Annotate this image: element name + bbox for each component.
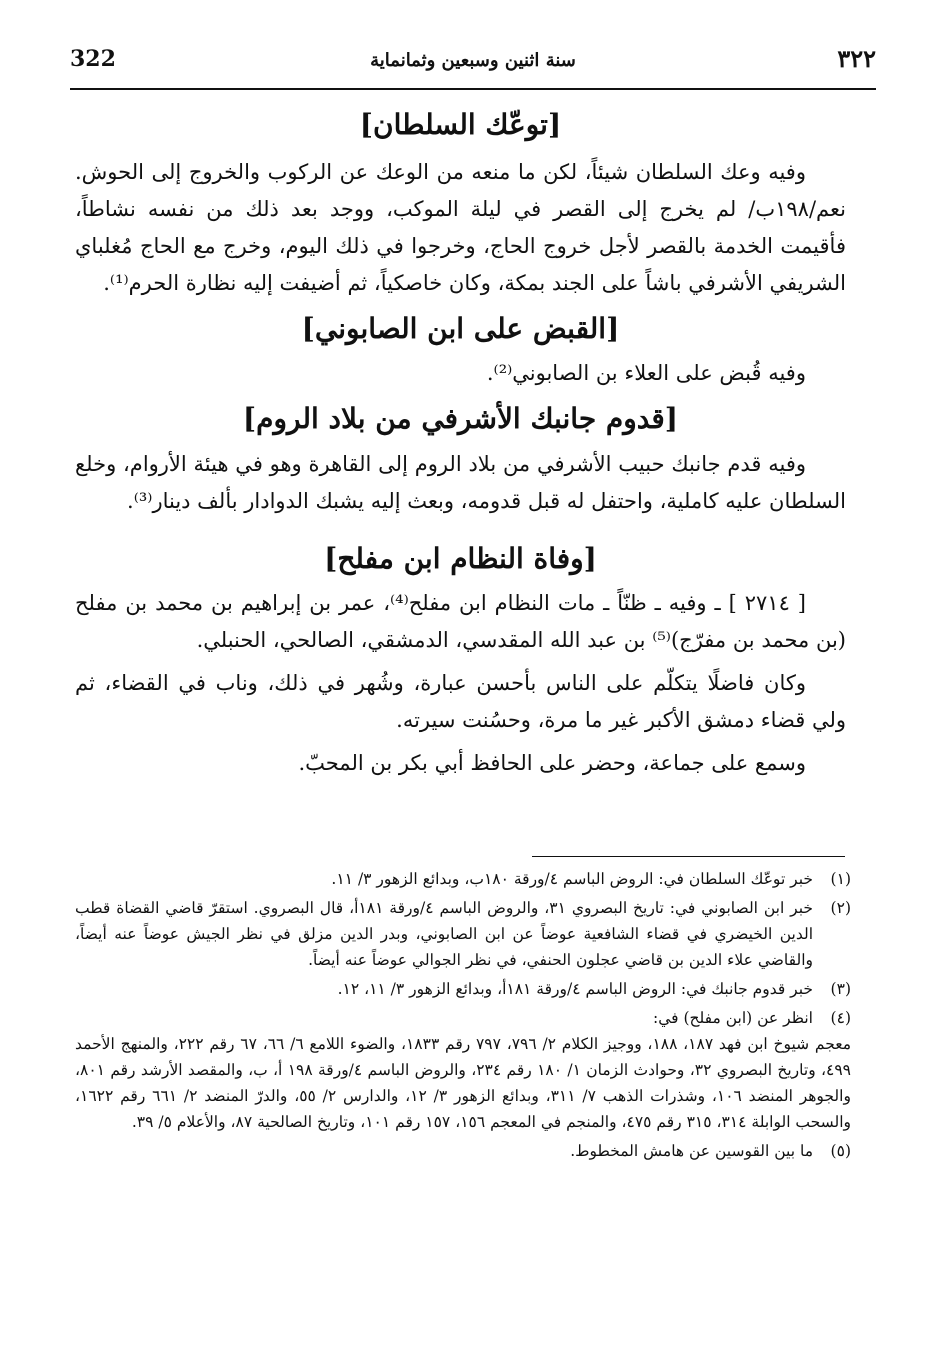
paragraph-sultan-illness: وفيه وعك السلطان شيئاً، لكن ما منعه من الوعك عن الركوب والخروج إلى الحوش. نعم/١٩٨ب/ لم يخرج إلى القصر في ليلة الموكب، ووجد بعد ذلك من نفسه نشاطاً، فأقيمت الخدمة بالقصر لأجل خروج الحاج، وخرجوا في ذلك اليوم، وخرج مع الحاج مُغلباي الشريفي الأشرفي باشاً على الجند بمكة، وكان خاصكياً، ثم أضيفت إليه نظارة الحرم⁽¹⁾. <box>75 159 846 295</box>
paragraph-death-study: وسمع على جماعة، وحضر على الحافظ أبي بكر بن المحبّ. <box>298 751 806 776</box>
footnote-text: ما بين القوسين عن هامش المخطوط. <box>570 1142 813 1160</box>
page-number-latin: 322 <box>70 46 116 72</box>
footnote-2 <box>75 895 851 973</box>
footnote-number: (١) <box>830 870 851 888</box>
paragraph-arrest: وفيه قُبض على العلاء بن الصابوني⁽²⁾. <box>486 361 806 386</box>
footnote-number: (٣) <box>830 980 851 998</box>
footnote-number: (٥) <box>830 1142 851 1160</box>
footnote-text: خبر توعّك السلطان في: الروض الباسم ٤/ورقة ١٨٠ب، وبدائع الزهور ٣/ ١١. <box>331 870 813 888</box>
header-rule <box>70 88 876 90</box>
footnote-text: خبر قدوم جانبك في: الروض الباسم ٤/ورقة ١٨١أ، وبدائع الزهور ٣/ ١١، ١٢. <box>337 980 813 998</box>
section-heading-death: [وفاة النظام ابن مفلح] <box>324 541 597 575</box>
section-heading-sultan-illness: [توعّك السلطان] <box>359 108 562 141</box>
page-number-arabic: ٣٢٢ <box>837 44 876 73</box>
footnote-text: معجم شيوخ ابن فهد ١٨٧، ١٨٨، ووجيز الكلام ٢/ ٧٩٦، ٧٩٧ رقم ١٨٣٣، والضوء اللامع ٦/ ٦٦، ٦٧ رقم ٢٢٢، والمنهج الأحمد ٤٩٩، وتاريخ البصروي ٣٢، وحوادث الزمان ١/ ١٨٠ رقم ٢٣٤، والروض الباسم ٤/ورقة ١٩٨ أ، ب، والمقصد الأرشد رقم ٨٠١، والجوهر المنضد ١٠٦، وشذرات الذهب ٧/ ٣١١، وبدائع الزهور ٣/ ١٢، والدارس ٢/ ٥٥، والدرّ المنضد ٢/ ٦٦١ رقم ١٦٢٢، والسحب الوابلة ٣١٤، ٣١٥ رقم ٤٧٥، والمنجم في المعجم ١٥٦، ١٥٧ رقم ١٠١، وتاريخ الصالحية ٨٧، والأعلام ٥/ ٣٩. <box>75 1035 851 1131</box>
footnote-text: انظر عن (ابن مفلح) في: <box>653 1009 813 1027</box>
footnote-rule <box>532 856 845 857</box>
main-text <box>75 108 846 782</box>
page-header <box>70 36 876 96</box>
footnote-1 <box>75 866 851 892</box>
paragraph-death-career: وكان فاضلًا يتكلّم على الناس بأحسن عبارة، وشُهر في ذلك، وناب في القضاء، ثم ولي قضاء دمشق الأكبر غير ما مرة، وحسُنت سيرته. <box>75 671 846 733</box>
running-title: سنة اثنين وسبعين وثمانماية <box>370 50 576 71</box>
footnote-5 <box>75 1138 851 1164</box>
section-heading-arrest: [القبض على ابن الصابوني] <box>301 311 620 345</box>
section-heading-arrival: [قدوم جانبك الأشرفي من بلاد الروم] <box>242 402 679 436</box>
footnote-number: (٢) <box>830 899 851 917</box>
footnote-number: (٤) <box>830 1009 851 1027</box>
footnote-text: خبر ابن الصابوني في: تاريخ البصروي ٣١، والروض الباسم ٤/ورقة ١٨١أ، قال البصروي. استقرّ قاضي القضاة قطب الدين الخيضري في قضاء الشافعية عوضاً عن ابن الصابوني، وبدر الدين مزلق في نظر الجيش عوضاً عنه أيضاً، والقاضي علاء الدين بن قاضي عجلون الحنفي، في نظر الجوالي عوضاً عنه أيضاً. <box>75 899 813 969</box>
footnotes <box>75 866 851 1167</box>
footnote-4 <box>75 1005 851 1135</box>
paragraph-death-entry: [ ٢٧١٤ ] ـ وفيه ـ ظنّاً ـ مات النظام ابن مفلح⁽⁴⁾، عمر بن إبراهيم بن محمد بن مفلح (بن محمد بن مفرّج)⁽⁵⁾ بن عبد الله المقدسي، الدمشقي، الصالحي، الحنبلي. <box>75 591 846 653</box>
footnote-3 <box>75 976 851 1002</box>
paragraph-arrival: وفيه قدم جانبك حبيب الأشرفي من بلاد الروم إلى القاهرة وهو في هيئة الأروام، وخلع السلطان عليه كاملية، واحتفل له قبل قدومه، وبعث إليه يشبك الدوادار بألف دينار⁽³⁾. <box>75 451 846 513</box>
